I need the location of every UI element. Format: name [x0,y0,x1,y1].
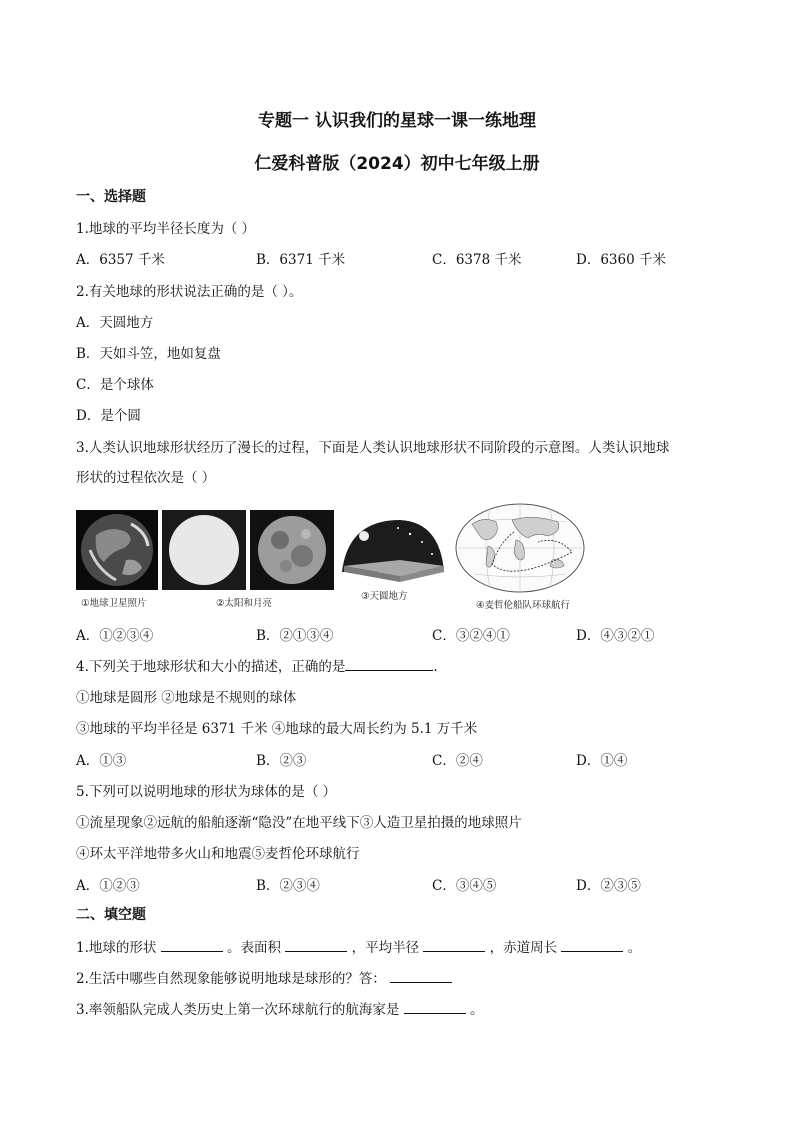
fill-q3-text-1: 3.率领船队完成人类历史上第一次环球航行的航海家是 [76,1002,400,1018]
q2-option-d: D．是个圆 [76,408,141,424]
fill-q1-blank-radius[interactable] [423,939,485,952]
fill-q1-blank-area[interactable] [285,939,347,952]
q3-stem-line2: 形状的过程依次是（ ） [76,470,216,486]
q1-option-d: D．6360 千米 [576,252,666,268]
q4-answer-blank[interactable] [345,658,433,671]
q5-option-c: C．③④⑤ [432,878,497,894]
fill-q2 [76,967,452,987]
q4-statement-line1: ①地球是圆形 ②地球是不规则的球体 [76,690,297,706]
fill-q1-text-2: 。表面积 [226,940,281,956]
moon-photo [250,510,334,590]
q5-statement-line1: ①流星现象②远航的船舶逐渐“隐没”在地平线下③人造卫星拍摄的地球照片 [76,815,522,831]
q1-option-c: C．6378 千米 [432,252,522,268]
sun-photo [162,510,246,590]
q3-caption-4: ④麦哲伦船队环球航行 [476,600,571,611]
fill-q3 [76,998,483,1018]
fill-q1-text-1: 1.地球的形状 [76,940,157,956]
q2-option-c: C．是个球体 [76,377,154,393]
fill-q2-blank[interactable] [390,970,452,983]
sky-dome-diagram [340,516,446,586]
fill-q1-blank-circumference[interactable] [561,939,623,952]
fill-q1 [76,936,641,956]
fill-q3-blank[interactable] [404,1001,466,1014]
q1-option-b: B．6371 千米 [256,252,346,268]
q5-option-a: A．①②③ [76,878,140,894]
q1-stem: 1.地球的平均半径长度为（ ） [76,221,256,237]
q5-option-d: D．②③⑤ [576,878,641,894]
q2-option-a: A．天圆地方 [76,315,154,331]
q1-option-a: A．6357 千米 [76,252,165,268]
q3-caption-1: ①地球卫星照片 [81,598,147,609]
fill-q1-text-3: ，平均半径 [351,940,420,956]
q4-statement-line2: ③地球的平均半径是 6371 千米 ④地球的最大周长约为 5.1 万千米 [76,721,478,737]
q5-statement-line2: ④环太平洋地带多火山和地震⑤麦哲伦环球航行 [76,846,360,862]
q4-option-d: D．①④ [576,753,628,769]
q3-option-d: D．④③②① [576,628,655,644]
section-heading-choice: 一、选择题 [76,189,146,205]
q3-option-b: B．②①③④ [256,628,334,644]
q3-figure-strip [76,510,696,615]
doc-subtitle: 仁爱科普版（2024）初中七年级上册 [254,154,540,174]
fill-q1-text-5: 。 [627,940,642,956]
q3-option-c: C．③②④① [432,628,510,644]
fill-q1-text-4: ，赤道周长 [489,940,558,956]
q4-option-a: A．①③ [76,753,127,769]
q2-stem: 2.有关地球的形状说法正确的是（ ）。 [76,284,303,300]
q4-option-c: C．②④ [432,753,483,769]
q5-stem: 5.下列可以说明地球的形状为球体的是（ ） [76,784,337,800]
q3-caption-3: ③天圆地方 [361,591,408,602]
fill-q2-text: 2.生活中哪些自然现象能够说明地球是球形的？答： [76,971,386,987]
doc-title: 专题一 认识我们的星球一课一练地理 [258,111,536,131]
fill-q3-text-2: 。 [469,1002,484,1018]
q3-stem-line1: 3.人类认识地球形状经历了漫长的过程，下面是人类认识地球形状不同阶段的示意图。人类认识地球 [76,440,670,456]
q4-option-b: B．②③ [256,753,307,769]
q5-option-b: B．②③④ [256,878,320,894]
q3-option-a: A．①②③④ [76,628,154,644]
world-map-voyage [454,502,586,594]
q4-stem [76,655,438,675]
section-heading-fill: 二、填空题 [76,907,146,923]
fill-q1-blank-shape[interactable] [161,939,223,952]
earth-satellite-photo [76,510,158,590]
q4-stem-text: 4.下列关于地球形状和大小的描述，正确的是 [76,659,346,675]
q4-stem-end: . [433,659,438,675]
q3-caption-2: ②太阳和月亮 [216,598,273,609]
q2-option-b: B．天如斗笠，地如复盘 [76,346,221,362]
